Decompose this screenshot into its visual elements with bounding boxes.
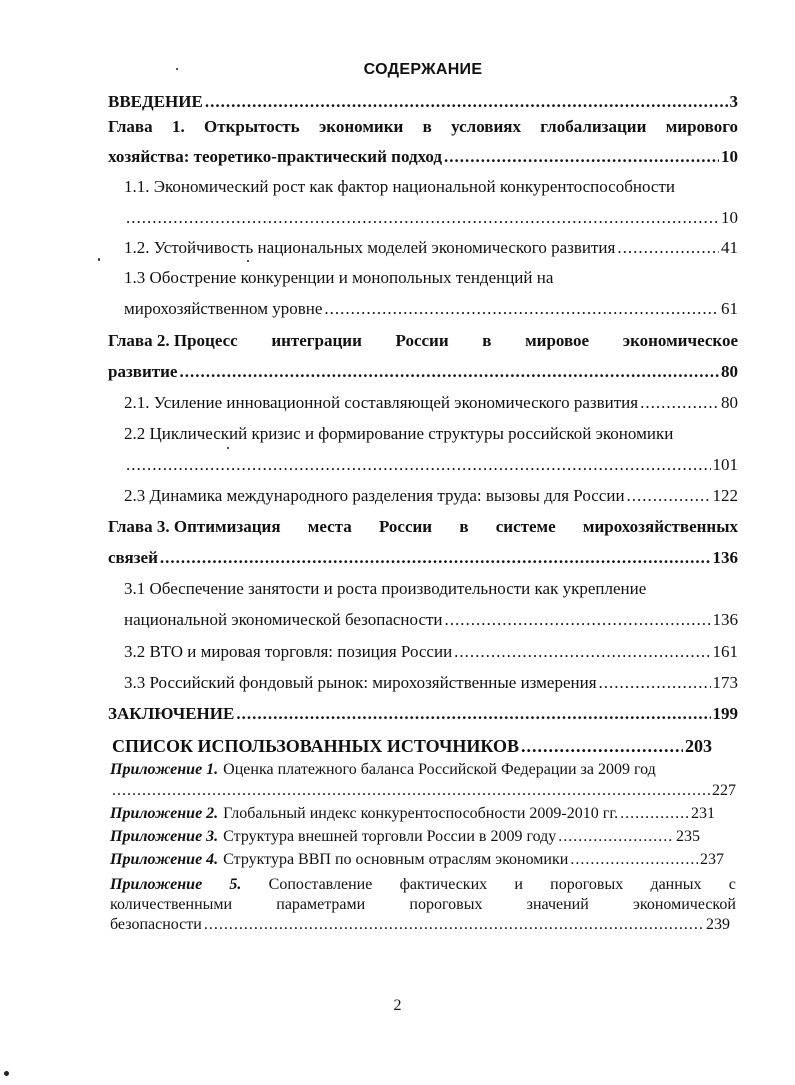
toc-entry-title: 1.3 Обострение конкуренции и монопольных тенденций на <box>124 268 554 287</box>
dot-leader <box>558 827 674 847</box>
toc-page-number: 41 <box>721 238 738 257</box>
toc-entry-title: 2.1. Усиление инновационной составляющей экономического развития <box>124 393 639 412</box>
toc-entry-title: мирохозяйственном уровне <box>124 299 323 318</box>
appendix-title: безопасности <box>110 916 202 933</box>
toc-page-number: 199 <box>712 704 738 723</box>
scan-speck <box>247 260 249 262</box>
dot-leader <box>627 485 711 507</box>
toc-entry-title: связей <box>108 548 158 567</box>
toc-entry-1-3 <box>124 298 738 320</box>
appendix-label: Приложение 1. <box>110 761 219 778</box>
word: параметрами <box>276 896 366 913</box>
dot-leader <box>324 298 719 320</box>
word: экономической <box>633 896 736 913</box>
dot-leader <box>236 703 710 725</box>
scan-speck <box>227 447 229 449</box>
toc-appendix-1-line1 <box>110 760 738 780</box>
toc-chapter-2-line1 <box>108 330 738 352</box>
word: с <box>728 876 736 893</box>
toc-section-2-2-line1 <box>124 423 738 445</box>
word: России <box>378 517 433 536</box>
toc-entry-title: 2.2 Циклический кризис и формирование структуры российской экономики <box>124 424 674 443</box>
word: количественными <box>110 896 233 913</box>
word: фактических <box>399 876 488 893</box>
toc-entry-title: 1.1. Экономический рост как фактор национальной конкурентоспособности <box>124 177 675 196</box>
toc-entry-chapter-3 <box>108 547 738 569</box>
toc-entry-sources <box>112 735 712 757</box>
scan-speck <box>176 68 178 70</box>
word: данных <box>650 876 702 893</box>
word: пороговых <box>409 896 483 913</box>
toc-entry-title: развитие <box>108 362 178 381</box>
toc-entry-title: 3.2 ВТО и мировая торговля: позиция России <box>124 642 453 661</box>
appendix-title: Оценка платежного баланса Российской Федерации за 2009 год <box>223 761 656 778</box>
toc-page-number: 173 <box>712 673 738 692</box>
word: места <box>307 517 352 536</box>
appendix-label: Приложение <box>110 876 203 893</box>
toc-appendix-5-line1 <box>110 875 736 895</box>
dot-leader <box>599 672 711 694</box>
toc-entry-3-3 <box>124 672 738 694</box>
dot-leader <box>179 361 719 383</box>
toc-page-number: 3 <box>729 92 738 111</box>
toc-page-number: 136 <box>712 548 738 567</box>
word: мировое <box>525 331 590 350</box>
dot-leader <box>617 237 719 259</box>
toc-page-number: 231 <box>691 805 715 822</box>
toc-page-number: 10 <box>721 147 738 166</box>
toc-section-1-3-line1 <box>124 267 738 289</box>
word: и <box>514 876 523 893</box>
toc-entry-title: ВВЕДЕНИЕ <box>108 92 203 111</box>
toc-page-number: 237 <box>700 851 724 868</box>
dot-leader <box>454 641 710 663</box>
page-number: 2 <box>393 997 402 1014</box>
toc-entry-chapter-1 <box>108 146 738 168</box>
toc-page-number: 239 <box>706 916 730 933</box>
toc-page-number: 203 <box>685 736 712 756</box>
toc-appendix-2 <box>110 804 715 824</box>
appendix-label: Приложение 3. <box>110 828 219 845</box>
toc-entry-conclusion <box>108 703 738 725</box>
toc-page-number: 161 <box>712 642 738 661</box>
toc-entry-2-1 <box>124 392 738 414</box>
toc-page-number: 136 <box>712 610 738 629</box>
word: Глава 3. Оптимизация <box>108 517 281 536</box>
toc-page-number: 80 <box>721 393 738 412</box>
appendix-title: Глобальный индекс конкурентоспособности 2009-2010 гг. <box>223 805 619 822</box>
toc-page-number: 61 <box>721 299 738 318</box>
dot-leader <box>126 454 711 476</box>
appendix-label: Приложение 2. <box>110 805 219 822</box>
toc-entry-title: ЗАКЛЮЧЕНИЕ <box>108 704 235 723</box>
word: в <box>482 331 492 350</box>
toc-entry-3-1 <box>124 609 738 631</box>
toc-entry-1-1 <box>124 207 738 229</box>
appendix-title: Структура внешней торговли России в 2009 году <box>223 828 557 845</box>
toc-chapter-1-line1: Глава 1. Открытость экономики в условиях глобализации мирового <box>108 117 738 136</box>
toc-entry-chapter-2 <box>108 361 738 383</box>
toc-entry-title: 3.3 Российский фондовый рынок: мирохозяйственные измерения <box>124 673 597 692</box>
dot-leader <box>445 609 711 631</box>
appendix-label: Приложение 4. <box>110 851 219 868</box>
toc-entry-title: СПИСОК ИСПОЛЬЗОВАННЫХ ИСТОЧНИКОВ <box>112 736 519 756</box>
dot-leader <box>570 850 698 870</box>
toc-section-3-1-line1 <box>124 578 738 600</box>
appendix-label: 5. <box>229 876 242 893</box>
toc-entry-title: национальной экономической безопасности <box>124 610 443 629</box>
toc-entry-title: 1.2. Устойчивость национальных моделей экономического развития <box>124 238 616 257</box>
dot-leader <box>620 804 689 824</box>
toc-entry-intro <box>108 91 738 113</box>
dot-leader <box>444 146 719 168</box>
word: значений <box>526 896 589 913</box>
toc-entry-title: 3.1 Обеспечение занятости и роста производительности как укрепление <box>124 579 647 598</box>
toc-section-1-1-line1 <box>124 176 738 198</box>
word: интеграции <box>271 331 362 350</box>
toc-appendix-3 <box>110 827 700 847</box>
appendix-title: Структура ВВП по основным отраслям экономики <box>223 851 569 868</box>
page-title: СОДЕРЖАНИЕ <box>363 61 483 78</box>
word: экономическое <box>622 331 738 350</box>
toc-entry-1-2 <box>124 237 738 259</box>
scan-speck <box>98 258 100 261</box>
toc-entry-title: 2.3 Динамика международного разделения труда: вызовы для России <box>124 486 625 505</box>
toc-appendix-5-line3 <box>110 915 730 935</box>
toc-entry-2-3 <box>124 485 738 507</box>
toc-appendix-5-line2 <box>110 895 736 915</box>
toc-entry-2-2 <box>124 454 738 476</box>
word: Глава 2. Процесс <box>108 331 238 350</box>
dot-leader <box>205 91 728 113</box>
toc-chapter-3-line1 <box>108 516 738 538</box>
toc-entry-title: хозяйства: теоретико-практический подход <box>108 147 443 166</box>
toc-entry-3-2 <box>124 641 738 663</box>
dot-leader <box>160 547 711 569</box>
dot-leader <box>112 781 710 801</box>
toc-page-number: 227 <box>712 782 736 799</box>
dot-leader <box>640 392 719 414</box>
toc-page-number: 122 <box>712 486 738 505</box>
word: в <box>459 517 469 536</box>
word: системе <box>495 517 556 536</box>
word: Сопоставление <box>268 876 373 893</box>
toc-page-number: 101 <box>712 455 738 474</box>
toc-page-number: 10 <box>721 208 738 227</box>
toc-appendix-1-line2 <box>110 781 736 801</box>
word: пороговых <box>550 876 624 893</box>
dot-leader <box>126 207 719 229</box>
dot-leader <box>204 915 704 935</box>
dot-leader <box>521 735 683 757</box>
word: мирохозяйственных <box>582 517 738 536</box>
word: России <box>395 331 449 350</box>
toc-page-number: 235 <box>676 828 700 845</box>
scan-speck <box>4 1071 9 1076</box>
toc-appendix-4 <box>110 850 724 870</box>
toc-page-number: 80 <box>721 362 738 381</box>
